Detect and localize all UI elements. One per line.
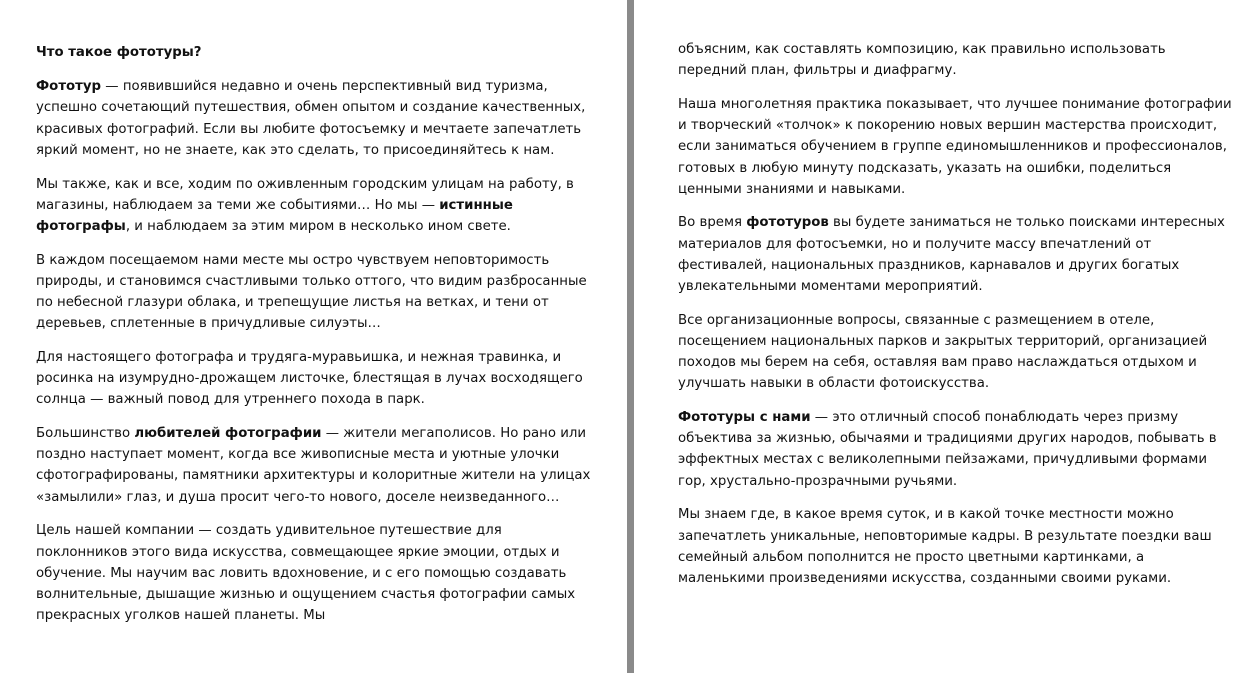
paragraph	[678, 407, 1234, 492]
page-text-column	[678, 39, 1234, 602]
paragraph	[36, 76, 592, 161]
bold-term: Фототур	[36, 79, 102, 95]
page-divider	[627, 0, 634, 673]
paragraph-text: — это отличный способ понаблюдать через призму объектива за жизнью, обычаями и традициями других народов, побывать в эффектных местах с великолепными пейзажами, причудливыми формами гор, хрустально-прозрачными ручьями.	[678, 410, 1217, 489]
paragraph-text: Во время	[678, 215, 747, 231]
paragraph-text: Мы также, как и все, ходим по оживленным городским улицам на работу, в магазины, наблюдаем за теми же событиями… Но мы —	[36, 176, 574, 213]
paragraph: Наша многолетняя практика показывает, что лучшее понимание фотографии и творческий «толчок» к покорению новых вершин мастерства происходит, если заниматься обучением в группе единомышленников и профессионалов, готовых в любую минуту подсказать, указать на ошибки, поделиться ценными знаниями и навыками.	[678, 96, 1232, 197]
paragraph: Цель нашей компании — создать удивительное путешествие для поклонников этого вида искусства, совмещающее яркие эмоции, отдых и обучение. Мы научим вас ловить вдохновение, и с его помощью создавать волнительные, дышащие жизнью и ощущением счастья фотографии самых прекрасных уголков нашей планеты. Мы	[36, 523, 576, 624]
paragraph-text: вы будете заниматься не только поисками интересных материалов для фотосъемки, но и получите массу впечатлений от фестивалей, национальных праздников, карнавалов и других богатых увлекательными моментами мероприятий.	[678, 215, 1225, 295]
document-page-right	[634, 0, 1259, 673]
paragraph-text: — появившийся недавно и очень перспективный вид туризма, успешно сочетающий путешествия, обмен опытом и создание качественных, красивых фотографий. Если вы любите фотосъемку и мечтаете запечатлеть яркий момент, но не знаете, как это сделать, то присоединяйтесь к нам.	[36, 79, 586, 158]
paragraph-text: , и наблюдаем за этим миром в несколько ином свете.	[125, 218, 511, 234]
bold-term: фототуров	[746, 215, 829, 231]
bold-term: истинные фотографы	[36, 197, 513, 234]
bold-term: Фототуры с нами	[678, 410, 811, 426]
paragraph: объясним, как составлять композицию, как правильно использовать передний план, фильтры и диафрагму.	[678, 42, 1166, 79]
paragraph	[36, 174, 592, 238]
paragraph	[36, 423, 592, 508]
paragraph	[678, 212, 1234, 297]
document-page-left	[0, 0, 627, 673]
page-title: Что такое фототуры?	[36, 45, 202, 60]
paragraph-text: Большинство	[36, 426, 135, 442]
paragraph-text: — жители мегаполисов. Но рано или поздно наступает момент, когда все живописные места и уютные улочки сфотографированы, памятники архитектуры и колоритные жители на улицах «замылили» глаз, и душа просит чего-то нового, доселе неизведанного…	[36, 426, 591, 505]
bold-term: любителей фотографии	[134, 426, 322, 442]
page-text-column	[36, 42, 592, 639]
paragraph: Для настоящего фотографа и трудяга-муравьишка, и нежная травинка, и росинка на изумрудно-дрожащем листочке, блестящая в лучах восходящего солнца — важный повод для утреннего похода в парк.	[36, 349, 583, 408]
paragraph: Мы знаем где, в какое время суток, и в какой точке местности можно запечатлеть уникальные, неповторимые кадры. В результате поездки ваш семейный альбом пополнится не просто цветными картинками, а маленькими произведениями искусства, созданными своими руками.	[678, 507, 1212, 586]
paragraph: В каждом посещаемом нами месте мы остро чувствуем неповторимость природы, и становимся счастливыми только оттого, что видим разбросанные по небесной глазури облака, и трепещущие листья на ветках, и тени от деревьев, сплетенные в причудливые силуэты…	[36, 252, 587, 332]
paragraph: Все организационные вопросы, связанные с размещением в отеле, посещением национальных парков и закрытых территорий, организацией походов мы берем на себя, оставляя вам право наслаждаться отдыхом и улучшать навыки в области фотоискусства.	[678, 312, 1208, 392]
